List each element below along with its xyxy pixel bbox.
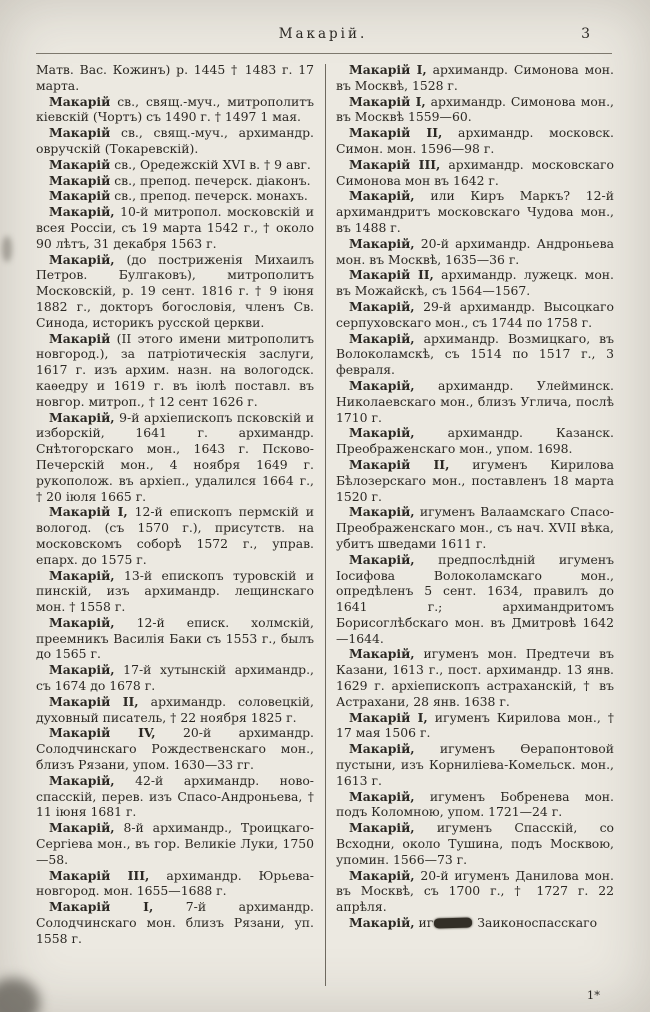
entry-headword: Макарій, xyxy=(349,915,415,931)
dictionary-entry: Макарій св., Оредежскій XVI в. † 9 авг. xyxy=(49,156,311,172)
dictionary-entry: Макарій, 13-й епископъ туровскій и пинскій, изъ архимандр. лещинскаго мон. † 1558 г. xyxy=(36,567,314,615)
dictionary-entry: Макарій IV, 20-й архимандр. Солодчинскаго Рождественскаго мон., близъ Рязани, упом. 1630—33 гг. xyxy=(36,725,314,773)
dictionary-entry: Макарій, 17-й хутынскій архимандр., съ 1674 до 1678 г. xyxy=(36,662,314,694)
entry-headword: Макарій, xyxy=(349,646,415,662)
dictionary-entry: Макарій I, игуменъ Кирилова мон., † 17 мая 1506 г. xyxy=(336,709,614,741)
dictionary-entry: Макарій, 9-й архіепископъ псковскій и изборскій, 1641 г. архимандр. Снѣтогорскаго мон., 1643 г. Псково-Печерскій мон., 4 ноября 1649 г. рукополож. въ архіеп., удалился 1664 г., † 20 іюля 1665 г. xyxy=(36,409,314,504)
entry-headword: Макарій I, xyxy=(49,899,154,915)
entry-headword: Макарій, xyxy=(349,330,415,346)
dictionary-entry: Макарій, игуменъ Спасскій, со Всходни, около Тушина, подъ Москвою, упомин. 1566—73 г. xyxy=(336,820,614,867)
page-stain xyxy=(2,236,12,262)
dictionary-entry: Макарій, игуменъ Валаамскаго Спасо-Преображенскаго мон., съ нач. XVII вѣка, убитъ шведами 1611 г. xyxy=(336,504,614,551)
ink-blot xyxy=(434,918,472,929)
dictionary-entry: Макарій, архимандр. Возмицкаго, въ Волоколамскѣ, съ 1514 по 1517 г., 3 февраля. xyxy=(336,330,614,378)
dictionary-entry: Макарій, 8-й архимандр., Троицкаго-Сергіева мон., въ гор. Великіе Луки, 1750—58. xyxy=(36,820,314,867)
entry-headword: Макарій, xyxy=(349,235,415,251)
dictionary-entry: Макарій св., препод. печерск. діаконъ. xyxy=(49,172,311,188)
entry-headword: Макарій, xyxy=(49,409,115,425)
dictionary-entry: Макарій, 20-й архимандр. Андроньева мон. въ Москвѣ, 1635—36 г. xyxy=(336,235,614,267)
dictionary-entry: Макарій, (до постриженія Михаилъ Петров. Булгаковъ), митрополитъ Московскій, р. 19 сент. 1816 г. † 9 іюня 1882 г., докторъ богословія, членъ Св. Синода, историкъ русской церкви. xyxy=(36,251,314,330)
entry-headword: Макарій III, xyxy=(49,867,150,883)
dictionary-entry: Макарій II, архимандр. московск. Симон. мон. 1596—98 г. xyxy=(336,125,614,156)
entry-headword: Макарій, xyxy=(349,741,415,757)
dictionary-entry: Макарій, игуменъ Ѳерапонтовой пустыни, изъ Корниліева-Комельск. мон., 1613 г. xyxy=(336,741,614,788)
entry-headword: Макарій xyxy=(49,172,111,188)
entry-headword: Макарій, xyxy=(349,377,415,393)
entry-headword: Макарій II, xyxy=(49,693,139,709)
running-title: Макарій. xyxy=(278,26,368,42)
dictionary-entry: Макарій, архимандр. Улейминск. Николаевскаго мон., близъ Углича, послѣ 1710 г. xyxy=(336,377,614,425)
entry-headword: Макарій xyxy=(49,188,111,204)
dictionary-entry: Макарій, 42-й архимандр. ново-спасскій, перев. изъ Спасо-Андроньева, † 11 іюня 1681 г. xyxy=(36,772,314,820)
entry-headword: Макарій, xyxy=(349,788,415,804)
entry-headword: Макарій I, xyxy=(49,504,128,520)
dictionary-entry: Макарій, 12-й еписк. холмскій, преемникъ Василія Баки съ 1553 г., былъ до 1565 г. xyxy=(36,614,314,662)
dictionary-entry: Макарій, 29-й архимандр. Высоцкаго серпуховскаго мон., съ 1744 по 1758 г. xyxy=(336,298,614,330)
dictionary-entry: Макарій I, архимандр. Симонова мон., въ Москвѣ 1559—60. xyxy=(336,93,614,125)
text-columns xyxy=(36,62,614,986)
entry-headword: Макарій, xyxy=(49,772,115,788)
dictionary-entry: Макарій, игуменъ мон. Предтечи въ Казани, 1613 г., пост. архимандр. 13 янв. 1629 г. архіепископъ астраханскій, † въ Астрахани, 28 янв. 1638 г. xyxy=(336,646,614,709)
dictionary-entry: Макарій св., свящ.-муч., митрополитъ кіевскій (Чортъ) съ 1490 г. † 1497 1 мая. xyxy=(36,93,314,125)
entry-headword: Макарій xyxy=(49,156,111,172)
entry-headword: Макарій, xyxy=(49,567,115,583)
header-rule xyxy=(36,53,612,54)
dictionary-entry: Макарій, или Киръ Маркъ? 12-й архимандритъ московскаго Чудова мон., въ 1488 г. xyxy=(336,188,614,235)
dictionary-entry: Макарій, 20-й игуменъ Данилова мон. въ Москвѣ, съ 1700 г., † 1727 г. 22 апрѣля. xyxy=(336,867,614,915)
dictionary-entry: Макарій III, архимандр. московскаго Симонова мон въ 1642 г. xyxy=(336,156,614,188)
entry-headword: Макарій, xyxy=(349,504,415,520)
page-stain xyxy=(0,978,40,1012)
entry-headword: Макарій, xyxy=(49,820,115,836)
dictionary-entry: Макарій III, архимандр. Юрьева-новгород. мон. 1655—1688 г. xyxy=(36,867,314,899)
dictionary-entry: Матв. Вас. Кожинъ) р. 1445 † 1483 г. 17 марта. xyxy=(36,62,314,93)
entry-headword: Макарій xyxy=(49,330,111,346)
dictionary-entry: Макарій св., свящ.-муч., архимандр. овручскій (Токаревскій). xyxy=(36,125,314,156)
entry-headword: Макарій I, xyxy=(349,93,426,109)
entry-headword: Макарій, xyxy=(349,188,415,204)
entry-headword: Макарій I, xyxy=(349,709,428,725)
entry-headword: Макарій, xyxy=(49,614,115,630)
right-column xyxy=(336,62,614,986)
dictionary-entry: Макарій св., препод. печерск. монахъ. xyxy=(49,188,308,204)
entry-headword: Макарій, xyxy=(349,867,415,883)
dictionary-entry: Макарій, архимандр. Казанск. Преображенскаго мон., упом. 1698. xyxy=(336,425,614,457)
entry-headword: Макарій xyxy=(49,93,111,109)
dictionary-entry: Макарій (II этого имени митрополитъ новгород.), за патріотическія заслуги, 1617 г. изъ архим. назн. на вологодск. каѳедру и 1619 г. въ іюлѣ поставл. въ новгор. митроп., † 12 сент 1626 г. xyxy=(36,330,314,409)
page-header xyxy=(40,26,606,46)
entry-headword: Макарій III, xyxy=(349,156,441,172)
entry-headword: Макарій IV, xyxy=(49,725,156,741)
dictionary-entry: Макарій, предпослѣдній игуменъ Іосифова Волоколамскаго мон., опредѣленъ 5 сент. 1634, правилъ до 1641 г.; архимандритомъ Борисоглѣбскаго мон. въ Дмитровѣ 1642—1644. xyxy=(336,551,614,646)
entry-headword: Макарій II, xyxy=(349,456,450,472)
entry-headword: Макарій II, xyxy=(349,125,443,141)
entry-headword: Макарій, xyxy=(349,820,415,836)
entry-headword: Макарій, xyxy=(349,298,415,314)
page-number: 3 xyxy=(581,26,590,42)
entry-headword: Макарій I, xyxy=(349,62,427,77)
signature-mark: 1* xyxy=(586,988,600,1002)
entry-headword: Макарій, xyxy=(349,551,415,567)
entry-headword: Макарій xyxy=(49,125,111,141)
dictionary-entry: Макарій I, 12-й епископъ пермскій и вологод. (съ 1570 г.), присутств. на московскомъ соборѣ 1572 г., управ. епарх. до 1575 г. xyxy=(36,504,314,567)
entry-headword: Макарій, xyxy=(49,662,115,678)
entry-headword: Макарій, xyxy=(49,204,115,220)
dictionary-entry: Макарій II, архимандр. лужецк. мон. въ Можайскѣ, съ 1564—1567. xyxy=(336,267,614,299)
dictionary-entry: Макарій I, 7-й архимандр. Солодчинскаго мон. близъ Рязани, уп. 1558 г. xyxy=(36,899,314,946)
left-column xyxy=(36,62,314,986)
entry-headword: Макарій II, xyxy=(349,267,434,283)
dictionary-entry: Макарій I, архимандр. Симонова мон. въ Москвѣ, 1528 г. xyxy=(336,62,614,93)
dictionary-entry: Макарій II, игуменъ Кирилова Бѣлозерскаго мон., поставленъ 18 марта 1520 г. xyxy=(336,456,614,504)
dictionary-entry: Макарій, иг Заиконоспасскаго xyxy=(349,915,598,931)
entry-headword: Макарій, xyxy=(349,425,415,441)
dictionary-entry: Макарій II, архимандр. соловецкій, духовный писатель, † 22 ноября 1825 г. xyxy=(36,693,314,725)
column-divider xyxy=(325,64,326,986)
dictionary-entry: Макарій, игуменъ Бобренева мон. подъ Коломною, упом. 1721—24 г. xyxy=(336,788,614,820)
dictionary-entry: Макарій, 10-й митропол. московскій и всея Россіи, съ 19 марта 1542 г., † около 90 лѣтъ, 31 декабря 1563 г. xyxy=(36,204,314,251)
entry-headword: Макарій, xyxy=(49,251,115,267)
